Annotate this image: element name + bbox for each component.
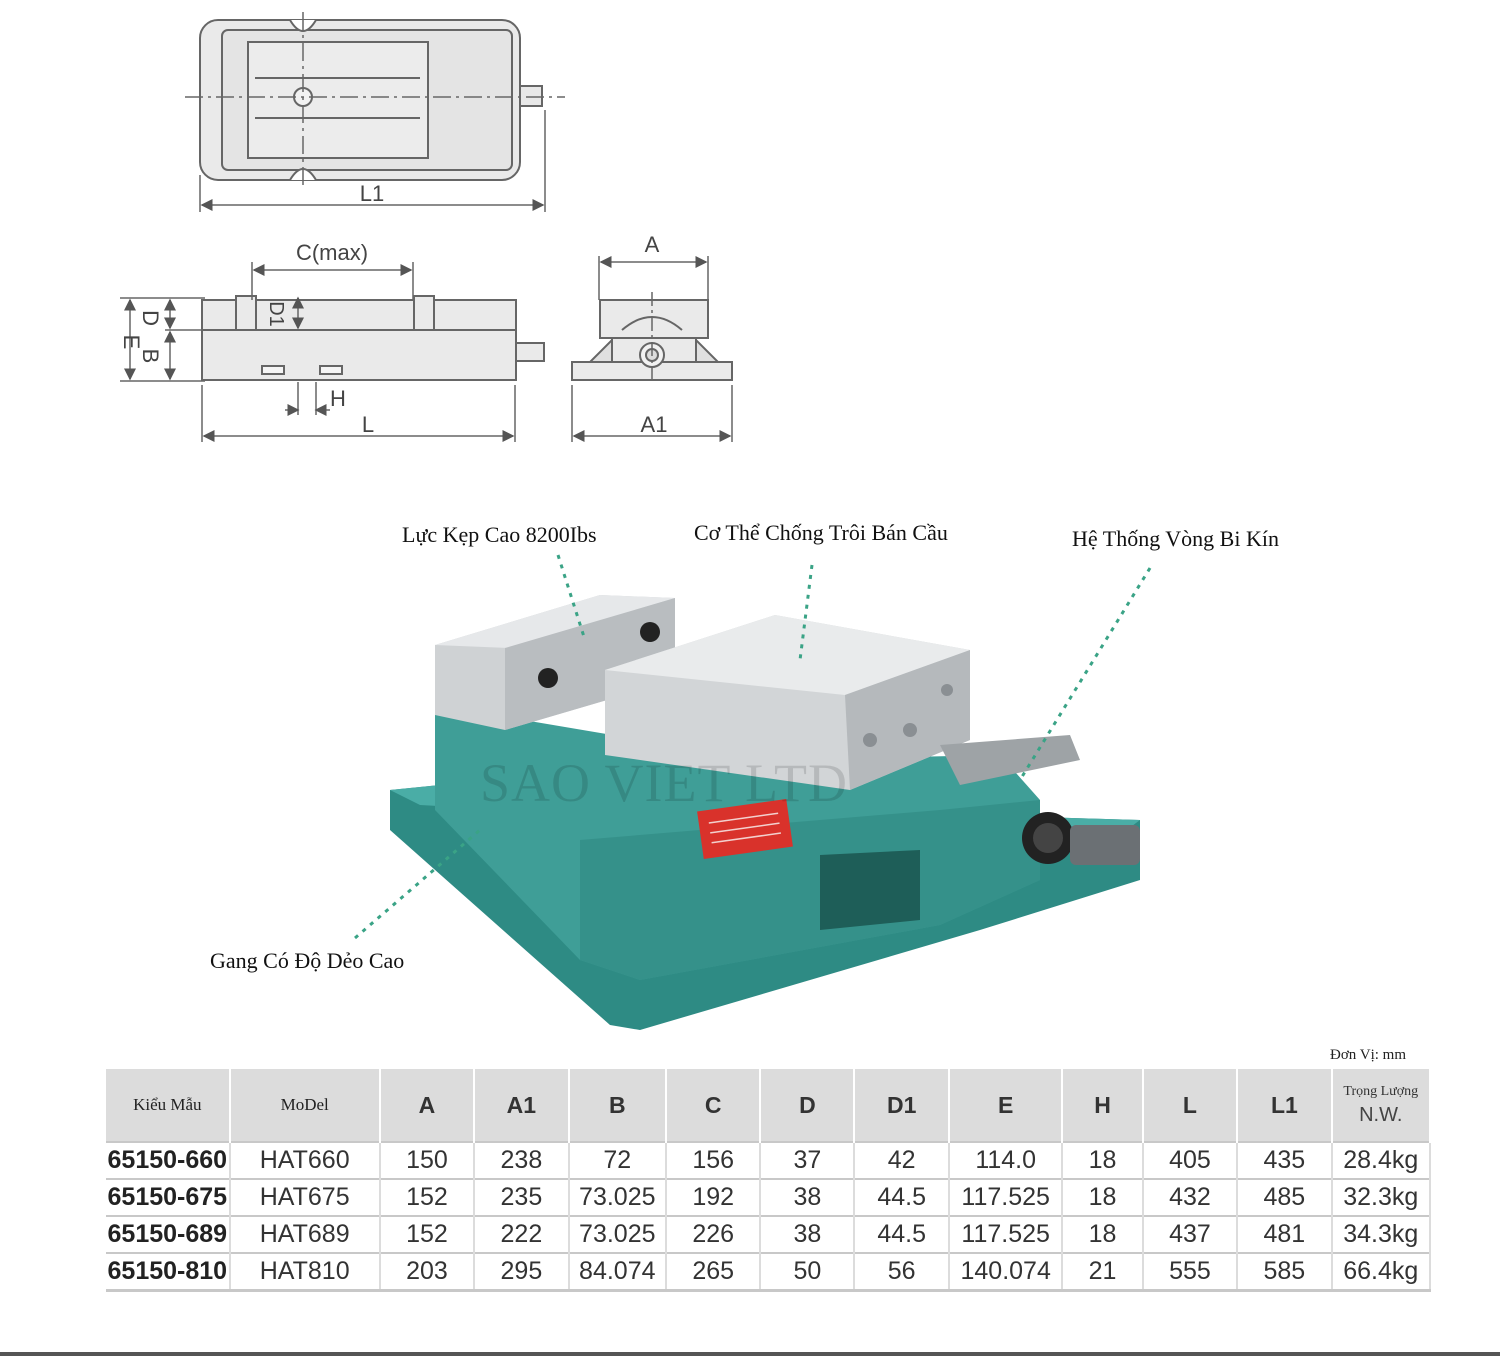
cell-l1: 585: [1237, 1253, 1331, 1291]
table-row: [106, 1179, 1430, 1216]
cell-c: 265: [666, 1253, 760, 1291]
e-dimension-label: E: [119, 334, 144, 350]
header-h: H: [1062, 1069, 1142, 1142]
cell-l1: 435: [1237, 1142, 1331, 1179]
cell-model: HAT660: [230, 1142, 380, 1179]
cell-e: 117.525: [949, 1216, 1062, 1253]
cell-d1: 56: [854, 1253, 949, 1291]
cell-h: 18: [1062, 1179, 1142, 1216]
cell-a1: 238: [474, 1142, 568, 1179]
header-e: E: [949, 1069, 1062, 1142]
cell-b: 73.025: [569, 1179, 666, 1216]
c-max-dimension-label: C(max): [295, 240, 369, 265]
header-d: D: [760, 1069, 854, 1142]
callout-anti-lift: Cơ Thể Chống Trôi Bán Cầu: [694, 520, 948, 545]
header-l: L: [1143, 1069, 1237, 1142]
cell-d1: 42: [854, 1142, 949, 1179]
cell-l: 555: [1143, 1253, 1237, 1291]
header-weight: [1332, 1069, 1430, 1142]
l-dimension-label: L: [361, 412, 375, 437]
cell-h: 18: [1062, 1142, 1142, 1179]
table-header-row: [106, 1069, 1430, 1142]
cell-h: 18: [1062, 1216, 1142, 1253]
header-l1: L1: [1237, 1069, 1331, 1142]
bottom-rule: [0, 1352, 1500, 1356]
header-weight-abbr: N.W.: [1359, 1103, 1403, 1126]
cell-d1: 44.5: [854, 1179, 949, 1216]
cell-l: 405: [1143, 1142, 1237, 1179]
table-row: [106, 1253, 1430, 1291]
cell-a: 203: [380, 1253, 474, 1291]
cell-code: 65150-689: [106, 1216, 230, 1253]
cell-weight: 34.3kg: [1332, 1216, 1430, 1253]
leader-anti-lift: [800, 565, 812, 660]
table-row: [106, 1216, 1430, 1253]
cell-l1: 485: [1237, 1179, 1331, 1216]
header-a: A: [380, 1069, 474, 1142]
cell-d: 38: [760, 1216, 854, 1253]
cell-e: 140.074: [949, 1253, 1062, 1291]
cell-a: 152: [380, 1179, 474, 1216]
cell-c: 156: [666, 1142, 760, 1179]
cell-c: 226: [666, 1216, 760, 1253]
cell-l1: 481: [1237, 1216, 1331, 1253]
table-row: [106, 1142, 1430, 1179]
cell-code: 65150-675: [106, 1179, 230, 1216]
cell-model: HAT689: [230, 1216, 380, 1253]
header-model: MoDel: [230, 1069, 380, 1142]
specification-table: [106, 1069, 1431, 1292]
unit-note: Đơn Vị: mm: [1330, 1047, 1406, 1063]
b-dimension-label: B: [138, 348, 163, 364]
cell-c: 192: [666, 1179, 760, 1216]
cell-b: 72: [569, 1142, 666, 1179]
callout-cast-iron: Gang Có Độ Dẻo Cao: [210, 948, 405, 973]
callout-bearing: Hệ Thống Vòng Bi Kín: [1072, 526, 1279, 551]
leader-cast-iron: [355, 830, 480, 938]
leader-bearing: [1020, 568, 1150, 780]
cell-a1: 295: [474, 1253, 568, 1291]
cell-a1: 222: [474, 1216, 568, 1253]
d-dimension-label: D: [138, 310, 163, 326]
header-d1: D1: [854, 1069, 949, 1142]
a-dimension-label: A: [644, 232, 660, 257]
cell-weight: 28.4kg: [1332, 1142, 1430, 1179]
cell-weight: 32.3kg: [1332, 1179, 1430, 1216]
cell-code: 65150-660: [106, 1142, 230, 1179]
cell-e: 114.0: [949, 1142, 1062, 1179]
cell-l: 432: [1143, 1179, 1237, 1216]
header-a1: A1: [474, 1069, 568, 1142]
cell-a: 150: [380, 1142, 474, 1179]
a1-dimension-label: A1: [640, 412, 668, 437]
leader-clamping-force: [558, 555, 585, 640]
header-code: Kiểu Mẫu: [106, 1069, 230, 1142]
callout-clamping-force: Lực Kẹp Cao 8200Ibs: [402, 522, 597, 547]
cell-d: 38: [760, 1179, 854, 1216]
header-b: B: [569, 1069, 666, 1142]
cell-l: 437: [1143, 1216, 1237, 1253]
header-weight-label: Trọng Lượng: [1343, 1083, 1419, 1099]
cell-b: 84.074: [569, 1253, 666, 1291]
cell-d: 50: [760, 1253, 854, 1291]
cell-d1: 44.5: [854, 1216, 949, 1253]
cell-d: 37: [760, 1142, 854, 1179]
cell-b: 73.025: [569, 1216, 666, 1253]
cell-a1: 235: [474, 1179, 568, 1216]
cell-code: 65150-810: [106, 1253, 230, 1291]
header-c: C: [666, 1069, 760, 1142]
cell-h: 21: [1062, 1253, 1142, 1291]
cell-a: 152: [380, 1216, 474, 1253]
h-dimension-label: H: [330, 386, 346, 411]
cell-weight: 66.4kg: [1332, 1253, 1430, 1291]
cell-model: HAT810: [230, 1253, 380, 1291]
d1-dimension-label: D1: [265, 301, 287, 327]
cell-e: 117.525: [949, 1179, 1062, 1216]
cell-model: HAT675: [230, 1179, 380, 1216]
l1-dimension-label: L1: [359, 181, 385, 206]
table-body: [106, 1142, 1430, 1291]
watermark: SAO VIET LTD: [480, 753, 849, 813]
